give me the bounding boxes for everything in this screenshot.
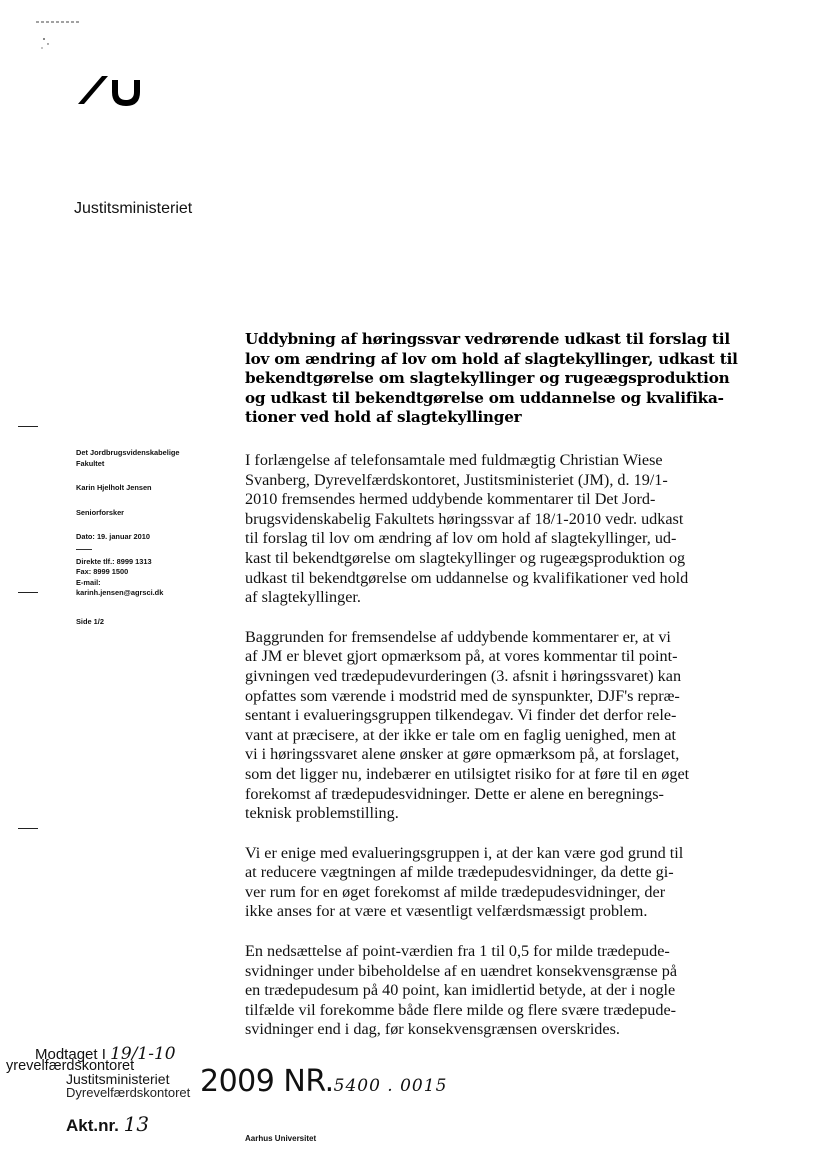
- text-line: tilfælde vil forekomme både flere milde og flere svære trædepude-: [245, 1000, 677, 1019]
- text-line: af JM er blevet gjort opmærksom på, at vores kommentar til point-: [245, 647, 678, 666]
- text-line: ver rum for en øget forekomst af milde trædepudesvidninger, der: [245, 882, 666, 901]
- text-line: ikke anses for at være et væsentligt velfærdsmæssigt problem.: [245, 902, 648, 921]
- university-logo: [74, 68, 146, 108]
- fax: Fax: 8999 1500: [76, 567, 129, 576]
- letter-date: Dato: 19. januar 2010: [76, 532, 150, 541]
- fold-mark: [18, 592, 38, 593]
- office-stamp-line: yrevelfærdskontoret: [6, 1058, 135, 1074]
- sender-name: Karin Hjelholt Jensen: [76, 483, 152, 492]
- text-line: givningen ved trædepudevurderingen (3. afsnit i høringssvaret) kan: [245, 666, 682, 685]
- text-line: svidninger under bibeholdelse af en uændret konsekvensgrænse på: [245, 961, 678, 980]
- page-number: Side 1/2: [76, 616, 104, 626]
- office-stamp-line-2: Dyrevelfærdskontoret: [66, 1085, 191, 1100]
- institution-line: Det Jordbrugsvidenskabelige: [76, 448, 180, 457]
- paragraph: [245, 844, 785, 922]
- text-line: at reducere vægtningen af milde trædepudesvidninger, da dette gi-: [245, 863, 674, 882]
- sender-contact: [76, 557, 226, 599]
- scan-artifacts: [30, 18, 90, 58]
- paragraph: [245, 628, 785, 824]
- journal-prefix: 2009 NR.: [200, 1064, 334, 1099]
- title-line: tioner ved hold af slagtekyllinger: [245, 408, 522, 427]
- text-line: Baggrunden for fremsendelse af uddybende kommentarer er, at vi: [245, 627, 671, 646]
- text-line: teknisk problemstilling.: [245, 804, 399, 823]
- email-address: karinh.jensen@agrsci.dk: [76, 588, 164, 597]
- text-line: Svanberg, Dyrevelfærdskontoret, Justitsministeriet (JM), d. 19/1-: [245, 470, 668, 489]
- recipient: Justitsministeriet: [74, 200, 193, 217]
- title-line: og udkast til bekendtgørelse om uddannelse og kvalifika-: [245, 388, 724, 407]
- text-line: 2010 fremsendes hermed uddybende kommentarer til Det Jord-: [245, 490, 656, 509]
- text-line: en trædepudesum på 40 point, kan imidlertid betyde, at der i nogle: [245, 981, 676, 1000]
- journal-suffix: 5400 . 0015: [333, 1076, 448, 1096]
- paragraph: [245, 942, 785, 1040]
- fold-mark: [18, 828, 38, 829]
- text-line: af slagtekyllinger.: [245, 588, 361, 607]
- received-date: 19/1-10: [110, 1044, 176, 1064]
- separator: [76, 549, 92, 550]
- text-line: vi i høringssvaret alene ønsker at gøre opmærksom på, at forslaget,: [245, 745, 680, 764]
- text-line: som det ligger nu, indebærer en utilsigtet risiko for at føre til en øget: [245, 764, 690, 783]
- text-line: En nedsættelse af point-værdien fra 1 til 0,5 for milde trædepude-: [245, 942, 670, 961]
- text-line: Vi er enige med evalueringsgruppen i, at der kan være god grund til: [245, 843, 684, 862]
- paragraph: [245, 451, 785, 608]
- journal-number: [200, 1064, 447, 1099]
- fold-mark: [18, 426, 38, 427]
- institution-line: Fakultet: [76, 458, 105, 468]
- text-line: udkast til bekendtgørelse om uddannelse og kvalifikationer ved hold: [245, 568, 689, 587]
- title-line: bekendtgørelse om slagtekyllinger og rugeægsproduktion: [245, 369, 730, 388]
- letter-body: [245, 451, 785, 1060]
- document-title: [245, 330, 765, 428]
- text-line: forekomst af trædepudesvidninger. Dette er alene en beregnings-: [245, 784, 664, 803]
- text-line: sentant i evalueringsgruppen tilkendegav. Vi finder det derfor rele-: [245, 706, 677, 725]
- ministry-stamp: Justitsministeriet: [66, 1071, 170, 1087]
- text-line: til forslag til lov om ændring af lov om hold af slagtekyllinger, ud-: [245, 529, 677, 548]
- akt-label: Akt.nr.: [66, 1116, 119, 1135]
- akt-value: 13: [123, 1112, 150, 1136]
- phone: Direkte tlf.: 8999 1313: [76, 556, 152, 566]
- email-label: E-mail:: [76, 577, 101, 587]
- sender-sidebar: [76, 448, 226, 627]
- title-line: Uddybning af høringssvar vedrørende udkast til forslag til: [245, 330, 730, 348]
- sender-institution: [76, 448, 226, 469]
- text-line: svidninger end i dag, før konsekvensgrænsen overskrides.: [245, 1020, 620, 1039]
- footer-university: Aarhus Universitet: [245, 1134, 317, 1143]
- text-line: brugsvidenskabelig Fakultets høringssvar af 18/1-2010 vedr. udkast: [245, 509, 684, 528]
- text-line: I forlængelse af telefonsamtale med fuldmægtig Christian Wiese: [245, 451, 663, 469]
- text-line: kast til bekendtgørelse om slagtekyllinger og rugeægsproduktion og: [245, 548, 686, 567]
- text-line: opfattes som værende i modstrid med de synspunkter, DJF's repræ-: [245, 686, 680, 705]
- text-line: vant at præcisere, at der ikke er tale om en faglig uenighed, men at: [245, 725, 677, 744]
- title-line: lov om ændring af lov om hold af slagtekyllinger, udkast til: [245, 349, 738, 368]
- received-label: Modtaget I: [35, 1046, 106, 1063]
- akt-number: [66, 1112, 149, 1136]
- sender-position: Seniorforsker: [76, 507, 125, 517]
